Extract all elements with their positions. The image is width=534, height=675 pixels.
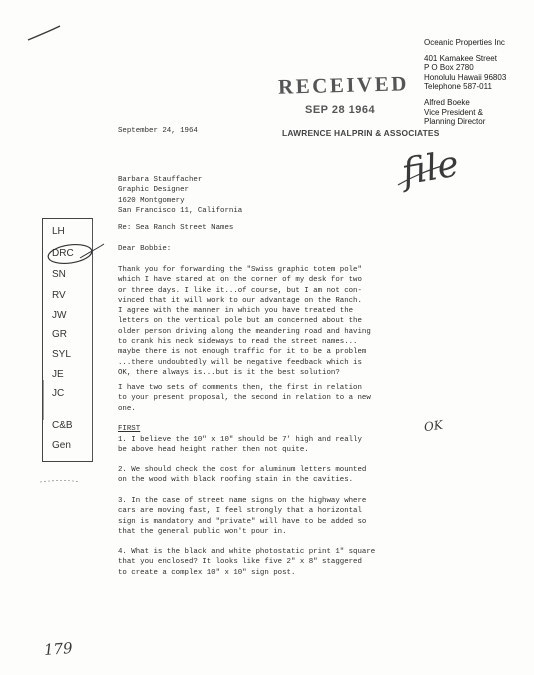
text-line: or three days. I like it...of course, but I am not con- <box>118 286 362 295</box>
text-line: I agree with the manner in which you have treated the <box>118 307 354 316</box>
drc-check-mark <box>80 244 104 258</box>
address-line: 1620 Montgomery <box>118 196 185 205</box>
routing-item-lh: LH <box>52 226 65 237</box>
text-line: vinced that it will work to our advantage on the Ranch. <box>118 296 362 305</box>
handwritten-file: file <box>398 143 462 194</box>
routing-item-rv: RV <box>52 290 66 301</box>
routing-item-jw: JW <box>52 310 67 321</box>
text-line: Thank you for forwarding the "Swiss graphic totem pole" <box>118 266 362 274</box>
received-stamp: RECEIVED <box>277 71 410 99</box>
salutation: Dear Bobbie: <box>118 245 172 253</box>
telephone: Telephone 587-011 <box>424 82 492 92</box>
text-line: OK, there always is...but is it the best solution? <box>118 368 340 377</box>
text-line: 4. What is the black and white photostatic print 1" square <box>118 548 376 556</box>
handwritten-page-number: 179 <box>43 639 74 659</box>
text-line: maybe there is not enough traffic for it to be a problem <box>118 348 367 357</box>
routing-item-syl: SYL <box>52 349 71 360</box>
handwritten-ok: OK <box>423 417 444 435</box>
letter-date: September 24, 1964 <box>118 127 198 135</box>
text-line: one. <box>118 404 136 413</box>
text-line: be above head height rather then not quite. <box>118 446 309 455</box>
text-line: on the wood with black roofing stain in the cavities. <box>118 476 354 485</box>
po-box: P O Box 2780 <box>424 63 474 73</box>
text-line: cars are moving fast, I feel strongly that a horizontal <box>118 507 362 516</box>
routing-item-gen: Gen <box>52 440 71 451</box>
company-name: Oceanic Properties Inc <box>424 38 505 47</box>
subject-line: Re: Sea Ranch Street Names <box>118 224 234 232</box>
pen-stroke-top <box>28 26 60 40</box>
received-date: SEP 28 1964 <box>305 104 376 116</box>
text-line: 1. I believe the 10" x 10" should be 7' high and really <box>118 436 362 444</box>
first-heading: FIRST <box>118 425 141 433</box>
address-line: Graphic Designer <box>118 186 189 195</box>
person-name: Alfred Boeke <box>424 97 470 107</box>
text-line: that the general public won't pour in. <box>118 527 287 536</box>
routing-item-je: JE <box>52 369 64 380</box>
text-line: ...there undoubtedly will be negative feedback which is <box>118 358 362 367</box>
text-line: that you enclosed? It looks like five 2" x 8" staggered <box>118 558 362 567</box>
pen-underline-file <box>398 166 442 185</box>
routing-item-gr: GR <box>52 329 67 340</box>
person-title-1: Vice President & <box>424 107 483 117</box>
address-line: San Francisco 11, California <box>118 206 243 215</box>
text-line: I have two sets of comments then, the first in relation <box>118 384 362 392</box>
text-line: to crank his neck sideways to read the street names... <box>118 338 358 347</box>
address-line: Barbara Stauffacher <box>118 176 203 184</box>
person-title-2: Planning Director <box>424 117 486 127</box>
street-address: 401 Kamakee Street <box>424 53 497 63</box>
text-line: 3. In the case of street name signs on the highway where <box>118 497 367 505</box>
routing-item-cb: C&B <box>52 420 73 431</box>
city: Honolulu Hawaii 96803 <box>424 72 507 82</box>
text-line: to create a complex 10" x 10" sign post. <box>118 568 296 577</box>
faint-mark <box>40 481 80 483</box>
text-line: to your present proposal, the second in relation to a new <box>118 394 371 403</box>
text-line: sign is mandatory and "private" will have to be added so <box>118 517 367 526</box>
text-line: letters on the vertical pole but am concerned about the <box>118 317 362 326</box>
received-firm: LAWRENCE HALPRIN & ASSOCIATES <box>282 128 440 138</box>
routing-item-jc: JC <box>52 388 65 399</box>
text-line: older person driving along the meandering road and having <box>118 327 371 336</box>
routing-item-drc: DRC <box>52 248 74 259</box>
routing-item-sn: SN <box>52 269 66 280</box>
text-line: 2. We should check the cost for aluminum letters mounted <box>118 466 367 474</box>
text-line: which I have stared at on the corner of my desk for two <box>118 276 362 285</box>
